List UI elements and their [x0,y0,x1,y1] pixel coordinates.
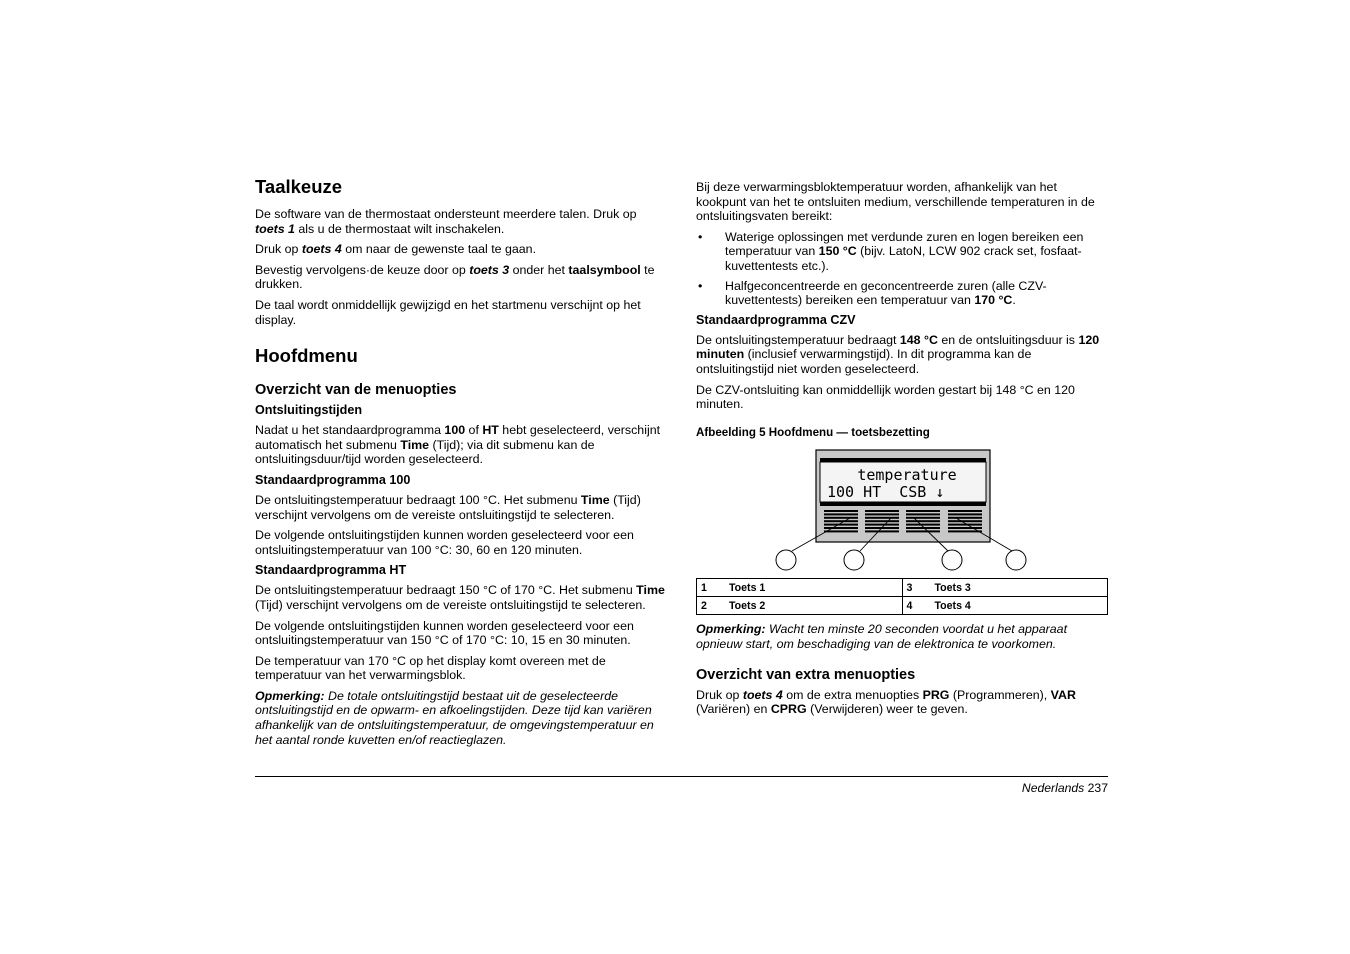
list-item: • Waterige oplossingen met verdunde zuren en logen bereiken een temperatuur van 150 °C (bijv. LatoN, LCW 902 crack set, fosfaat-kuvettentests etc.). [698,229,1084,273]
softkey-stripe [906,514,940,516]
softkey-stripe [906,524,940,526]
note-right: Opmerking: Wacht ten minste 20 seconden voordat u het apparaat opnieuw start, om beschadiging van de elektronica te voorkomen. [696,622,1068,651]
table-row [697,579,1108,597]
softkey-stripe [948,510,982,512]
key-num: 2 [697,597,726,615]
key-num: 1 [697,579,726,597]
page-footer: Nederlands 237 [1021,781,1108,795]
heading-standaard-ht: Standaardprogramma HT [255,563,407,578]
softkey-stripe [865,510,899,512]
key-table [696,578,1108,615]
figure-caption: Afbeelding 5 Hoofdmenu — toetsbezetting [696,425,930,439]
right-column [696,180,1108,723]
left-column [255,176,667,753]
display-figure [696,448,1108,578]
callout-circles [776,550,1026,570]
para-taal-2: Druk op toets 4 om naar de gewenste taal te gaan. [255,242,537,257]
bullet-icon: • [698,229,703,244]
heading-hoofdmenu: Hoofdmenu [255,345,358,367]
softkey-stripe [948,517,982,519]
softkey-stripe [824,521,858,523]
heading-ontsluitingstijden: Ontsluitingstijden [255,403,363,418]
softkey-stripe [865,521,899,523]
softkey-stripe [948,521,982,523]
display-line-2: 100 HT CSB ↓ [827,483,945,502]
callout-circle-1 [776,550,796,570]
para-ht-3: De temperatuur van 170 °C op het display komt overeen met de temperatuur van het verwarmingsblok. [255,653,606,683]
key-label: Toets 4 [931,597,1108,615]
para-100-2: De volgende ontsluitingstijden kunnen worden geselecteerd voor een ontsluitingstemperatuur van 100 °C: 30, 60 en 120 minuten. [255,528,634,557]
para-taal-3: Bevestig vervolgens·de keuze door op toets 3 onder het taalsymbool te drukken. [255,262,655,292]
softkey-stripe [824,510,858,512]
heading-extra-menuopties: Overzicht van extra menuopties [696,666,916,683]
softkey-stripe [906,531,940,533]
para-ontsluiting: Nadat u het standaardprogramma 100 of HT hebt geselecteerd, verschijnt automatisch het submenu Time (Tijd); via dit submenu kan de ontsluitingsduur/tijd worden geselecteerd. [255,423,661,467]
softkey-stripe [865,514,899,516]
list-item: • Halfgeconcentreerde en geconcentreerde zuren (alle CZV-kuvettentests) bereiken een temperatuur van 170 °C. [698,278,1047,308]
note-left: Opmerking: De totale ontsluitingstijd bestaat uit de geselecteerde ontsluitingstijd en de opwarm- en afkoelingstijden. Deze tijd kan variëren afhankelijk van de ontsluitingstemperatuur, de omgevingstemperatuur en het aantal ronde kuvetten en/of reactieglazen. [255,688,654,747]
heading-standaard-100: Standaardprogramma 100 [255,472,411,487]
para-100-1: De ontsluitingstemperatuur bedraagt 100 °C. Het submenu Time (Tijd) verschijnt vervolgens om de vereiste ontsluitingstijd te selecteren. [255,492,641,522]
key-num: 3 [902,579,931,597]
para-extra: Druk op toets 4 om de extra menuopties PRG (Programmeren), VAR (Variëren) en CPRG (Verwijderen) weer te geven. [696,687,1076,717]
para-czv-1: De ontsluitingstemperatuur bedraagt 148 °C en de ontsluitingsduur is 120 minuten (inclusief verwarmingstijd). In dit programma kan de ontsluitingstijd niet worden geselecteerd. [696,332,1100,376]
heading-taalkeuze: Taalkeuze [255,176,343,197]
key-label: Toets 3 [931,579,1108,597]
footer-rule [255,776,1108,777]
display-bottom-bar [820,502,986,506]
bullet-icon: • [698,278,703,293]
softkey-stripe [865,531,899,533]
para-taal-4: De taal wordt onmiddellijk gewijzigd en het startmenu verschijnt op het display. [255,297,641,327]
callout-circle-4 [1006,550,1026,570]
softkey-stripe [948,527,982,529]
para-ht-2: De volgende ontsluitingstijden kunnen worden geselecteerd voor een ontsluitingstemperatuur van 150 °C of 170 °C: 10, 15 en 30 minuten. [255,618,634,648]
callout-circle-3 [942,550,962,570]
softkey-stripe [824,524,858,526]
display-diagram [696,448,1108,578]
heading-overzicht: Overzicht van de menuopties [255,382,457,399]
softkey-stripe [906,510,940,512]
softkey-stripe [865,517,899,519]
softkey-stripe [824,514,858,516]
para-right-1: Bij deze verwarmingsbloktemperatuur worden, afhankelijk van het kookpunt van het te ontsluiten medium, verschillende temperaturen in de ontsluitingsvaten bereikt: [696,180,1095,224]
para-czv-2: De CZV-ontsluiting kan onmiddellijk worden gestart bij 148 °C en 120 minuten. [696,382,1075,412]
key-label: Toets 2 [725,597,902,615]
page-number: 237 [1087,781,1108,795]
softkey-stripe [906,517,940,519]
key-label: Toets 1 [725,579,902,597]
softkey-stripe [948,524,982,526]
softkey-stripe [824,531,858,533]
bullet-list [696,230,1108,308]
key-num: 4 [902,597,931,615]
table-row [697,597,1108,615]
softkey-stripe [865,524,899,526]
para-taal-1: De software van de thermostaat ondersteunt meerdere talen. Druk op toets 1 als u de thermostaat wilt inschakelen. [255,207,637,236]
softkey-stripe [948,514,982,516]
callout-circle-2 [844,550,864,570]
display-top-bar [820,458,986,462]
softkey-stripe [824,517,858,519]
heading-standaard-czv: Standaardprogramma CZV [696,312,856,327]
para-ht-1: De ontsluitingstemperatuur bedraagt 150 °C of 170 °C. Het submenu Time (Tijd) verschijnt vervolgens om de vereiste ontsluitingstijd te selecteren. [255,583,665,612]
display-line-1: temperature [857,466,957,485]
softkey-stripe [824,527,858,529]
softkey-stripe [906,521,940,523]
